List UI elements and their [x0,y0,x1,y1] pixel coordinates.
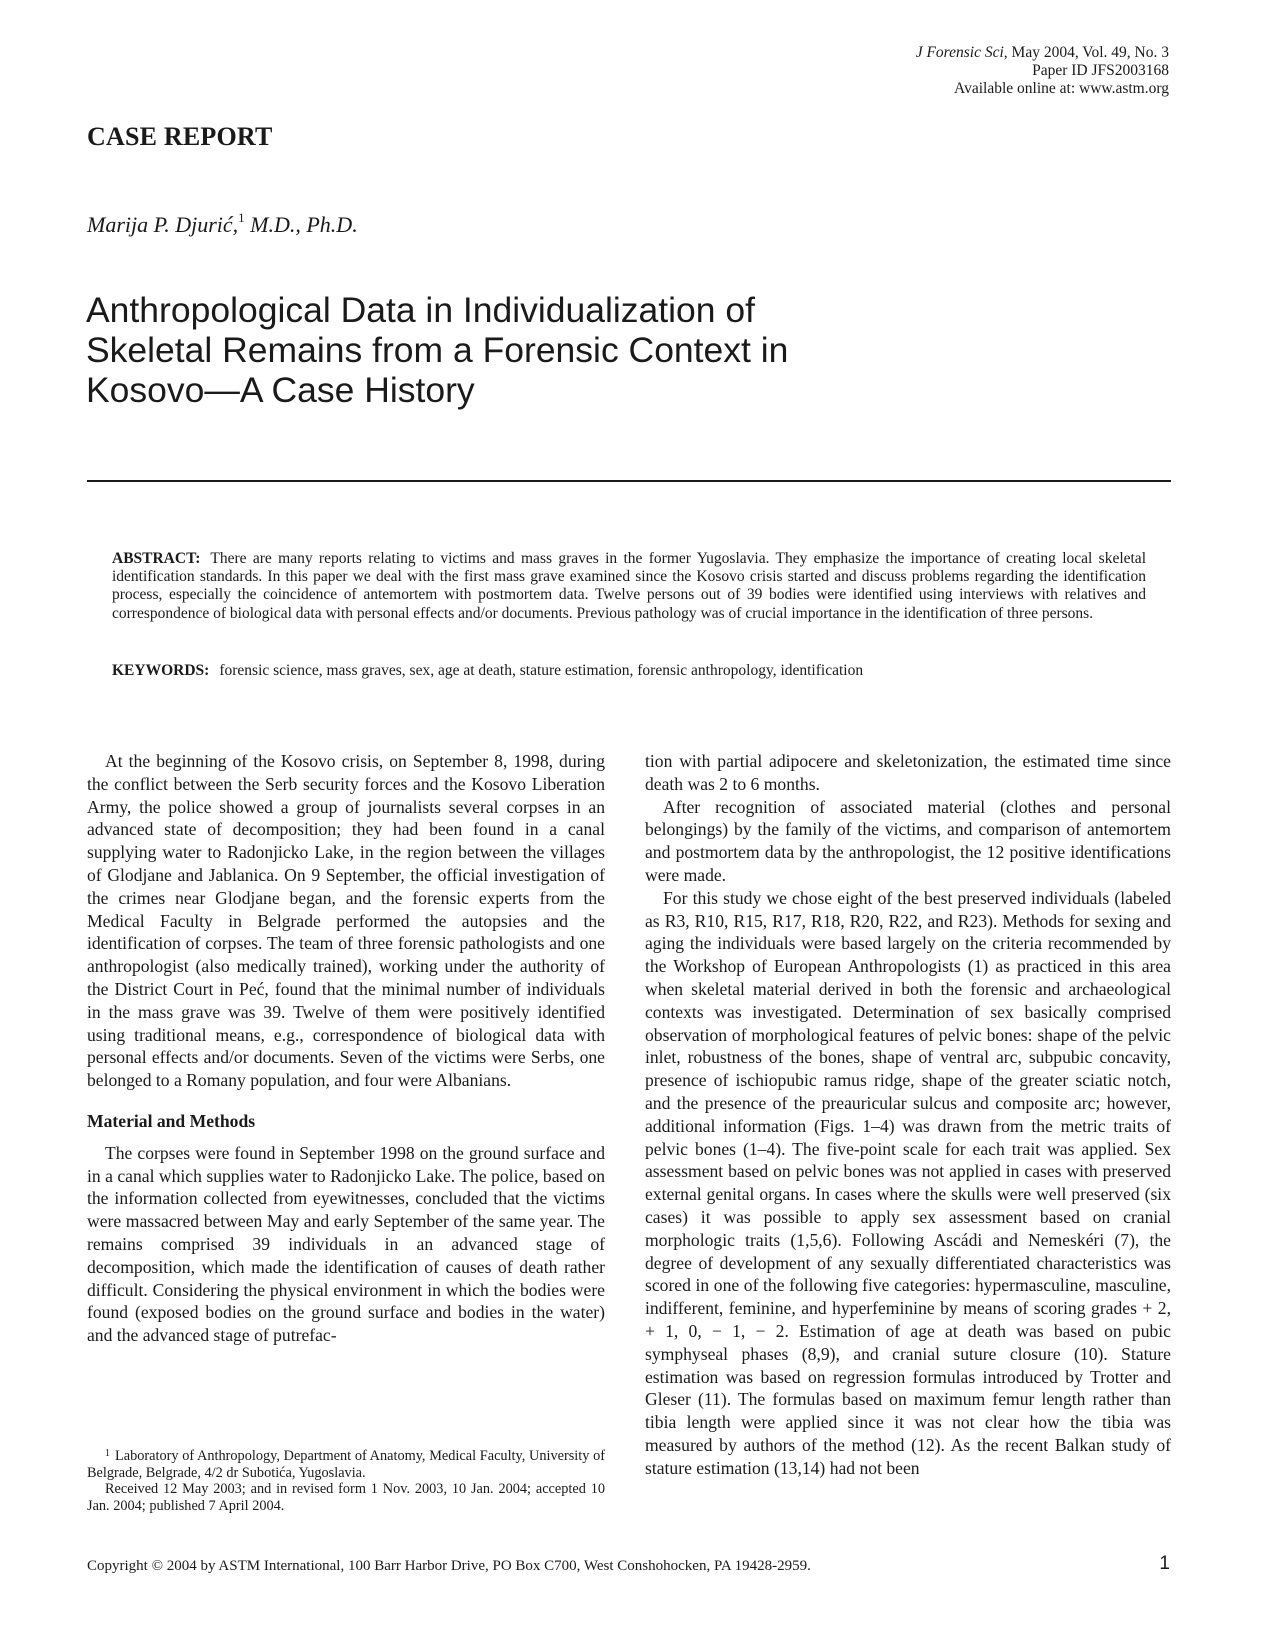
journal-name: J Forensic Sci, [915,44,1008,61]
journal-citation [916,44,1169,62]
author-line [87,212,358,238]
right-column [645,750,1171,1480]
keywords [112,662,1152,680]
paper-id: Paper ID JFS2003168 [1032,62,1169,79]
identification-paragraph: After recognition of associated material (clothes and personal belongings) by the family of the victims, and comparison of antemortem and postmortem data by the anthropologist, the 12 positive identifications were made. [645,796,1171,885]
continued-paragraph: tion with partial adipocere and skeletonization, the estimated time since death was 2 to 6 months. [645,751,1171,794]
abstract-label: ABSTRACT: [112,550,201,567]
footnote-affiliation: Laboratory of Anthropology, Department of Anatomy, Medical Faculty, University of Belgrade, Belgrade, 4/2 dr Subotića, Yugoslavia. [87,1448,605,1481]
title-divider [87,480,1171,482]
left-column [87,750,605,1347]
journal-info [916,44,1169,98]
author-degrees: M.D., Ph.D. [250,212,358,237]
keywords-text: forensic science, mass graves, sex, age at death, stature estimation, forensic anthropology, identification [219,662,864,679]
page-number: 1 [1159,1553,1170,1574]
abstract [112,550,1146,623]
availability: Available online at: www.astm.org [954,80,1169,97]
section-label: CASE REPORT [87,122,273,151]
author-name: Marija P. Djurić, [87,212,239,237]
abstract-text: There are many reports relating to victims and mass graves in the former Yugoslavia. They emphasize the importance of creating local skeletal identification standards. In this paper we deal with the first mass grave examined since the Kosovo crisis started and discuss problems regarding the identification process, especially the coincidence of antemortem with postmortem data. Twelve persons out of 39 bodies were identified using interviews with relatives and correspondence of biological data with personal effects and/or documents. Previous pathology was of crucial importance in the identification of three persons. [112,550,1146,622]
study-paragraph: For this study we chose eight of the best preserved individuals (labeled as R3, R10, R15, R17, R18, R20, R22, and R23). Methods for sexing and aging the individuals were based largely on the criteria recommended by the Workshop of European Anthropologists (1) as practiced in this area when skeletal material derived in both the forensic and archaeological contexts was investigated. Determination of sex basically comprised observation of morphological features of pelvic bones: shape of the pelvic inlet, robustness of the bones, shape of ventral arc, subpubic concavity, presence of ischiopubic ramus ridge, shape of the greater sciatic notch, and the presence of the preauricular sulcus and composite arc; however, additional information (Figs. 1–4) was drawn from the metric traits of pelvic bones (1–4). The five-point scale for each trait was applied. Sex assessment based on pelvic bones was not applied in cases with preserved external genital organs. In cases where the skulls were well preserved (six cases) it was possible to apply sex assessment based on cranial morphologic traits (1,5,6). Following Ascádi and Nemeskéri (7), the degree of development of any sexually differentiated characteristics was scored in one of the following five categories: hypermasculine, masculine, indifferent, feminine, and hyperfeminine by means of scoring grades + 2, + 1, 0, − 1, − 2. Estimation of age at death was based on pubic symphyseal phases (8,9), and cranial suture closure (10). Stature estimation was based on regression formulas introduced by Trotter and Gleser (11). The formulas based on maximum femur length rather than tibia length were applied since it was not clear how the tibia was measured by authors of the method (12). As the recent Balkan study of stature estimation (13,14) had not been [645,887,1171,1478]
methods-heading: Material and Methods [87,1110,256,1131]
footnotes [87,1448,605,1514]
methods-paragraph: The corpses were found in September 1998 on the ground surface and in a canal which supplies water to Radonjicko Lake. The police, based on the information collected from eyewitnesses, concluded that the victims were massacred between May and early September of the same year. The remains comprised 39 individuals in an advanced stage of decomposition, which made the identification of causes of death rather difficult. Considering the physical environment in which the bodies were found (exposed bodies on the ground surface and bodies in the water) and the advanced stage of putrefac- [87,1142,605,1346]
journal-issue: May 2004, Vol. 49, No. 3 [1011,44,1169,61]
paper-title: Anthropological Data in Individualization of Skeletal Remains from a Forensic Context in Kosovo—A Case History [86,290,789,410]
keywords-label: KEYWORDS: [112,662,210,679]
intro-paragraph: At the beginning of the Kosovo crisis, on September 8, 1998, during the conflict between the Serb security forces and the Kosovo Liberation Army, the police showed a group of journalists several corpses in an advanced state of decomposition; they had been found in a canal supplying water to Radonjicko Lake, in the region between the villages of Glodjane and Jablanica. On 9 September, the official investigation of the crimes near Glodjane began, and the forensic experts from the Medical Faculty in Belgrade performed the autopsies and the identification of corpses. The team of three forensic pathologists and one anthropologist (also medically trained), working under the authority of the District Court in Peć, found that the minimal number of individuals in the mass grave was 39. Twelve of them were positively identified using traditional means, e.g., correspondence of biological data with personal effects and/or documents. Seven of the victims were Serbs, one belonged to a Romany population, and four were Albanians. [87,751,605,1091]
affiliation-mark: 1 [238,210,245,225]
received-footnote: Received 12 May 2003; and in revised form 1 Nov. 2003, 10 Jan. 2004; accepted 10 Jan. 2004; published 7 April 2004. [87,1481,605,1514]
copyright: Copyright © 2004 by ASTM International, 100 Barr Harbor Drive, PO Box C700, West Conshohocken, PA 19428-2959. [87,1558,811,1574]
footnote-mark: 1 [105,1448,110,1459]
affiliation-footnote [87,1448,605,1481]
